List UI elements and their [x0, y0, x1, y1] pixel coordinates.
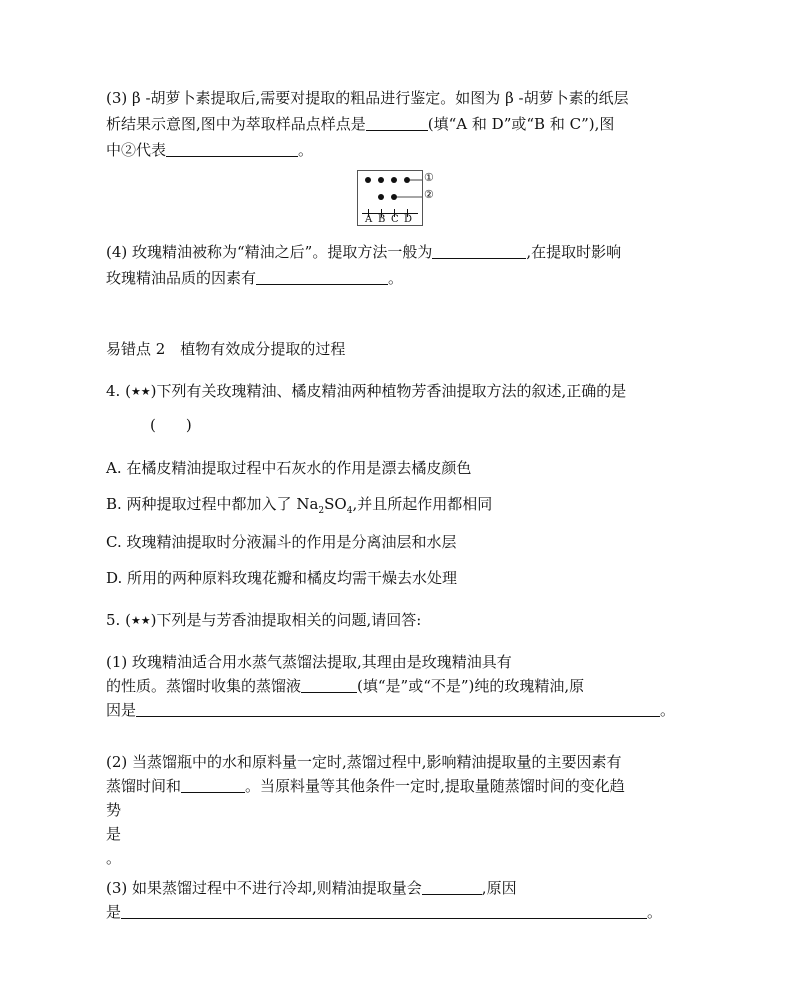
q5-p3-answer-blank-1[interactable]	[422, 878, 482, 895]
q5-p3-line1	[106, 878, 517, 898]
q3-answer-blank-2[interactable]	[166, 140, 298, 157]
q4-stem	[106, 381, 626, 402]
diagram-mark-2: ②	[424, 188, 434, 201]
q3-line3	[106, 140, 313, 160]
q5-p2-line2-text: 蒸馏时间和	[106, 777, 182, 795]
q5-p3-answer-blank-2[interactable]	[121, 902, 647, 919]
q3-answer-blank-1[interactable]	[366, 114, 428, 131]
q4part-line1-text-b: ,在提取时影响	[526, 243, 622, 261]
q5-p2-line2	[106, 776, 625, 796]
q5-p1-line2	[106, 676, 584, 696]
q4part-answer-blank-2[interactable]	[256, 268, 388, 285]
q3-line2-text-b: (填“A 和 D”或“B 和 C”),图	[427, 115, 615, 133]
q4part-line2-end: 。	[388, 269, 404, 287]
q5-p2-line2-text-b: 。当原料量等其他条件一定时,提取量随蒸馏时间的变化趋	[245, 777, 625, 795]
q5-p1-answer-blank-1[interactable]	[301, 676, 357, 693]
q4-option-b-sub: 2	[318, 506, 325, 516]
q5-stem	[106, 610, 421, 631]
q5-p2-line5: 。	[106, 849, 122, 867]
difficulty-stars-icon: ★★	[130, 385, 151, 398]
q4part-answer-blank-1[interactable]	[432, 242, 526, 259]
q3-line2	[106, 114, 614, 134]
q5-p3-line1-text: (3) 如果蒸馏过程中不进行冷却,则精油提取量会	[106, 879, 422, 897]
diagram-mark-1: ①	[424, 171, 434, 184]
q5-p3-line2	[106, 902, 662, 922]
q3-line1: (3) β -胡萝卜素提取后,需要对提取的粗品进行鉴定。如图为 β -胡萝卜素的纸层	[106, 89, 629, 107]
q4-option-b-sub2: 4	[346, 506, 353, 516]
q3-line3-end: 。	[298, 141, 314, 159]
q4-number: 4. (	[106, 382, 131, 400]
q5-p1-line1: (1) 玫瑰精油适合用水蒸气蒸馏法提取,其理由是玫瑰精油具有	[106, 653, 512, 671]
q4part-line1	[106, 242, 621, 262]
q5-number-close: )	[150, 611, 157, 629]
q5-p1-line3-end: 。	[660, 701, 676, 719]
q5-p3-line2-text: 是	[106, 903, 122, 921]
q4part-line2-text: 玫瑰精油品质的因素有	[106, 269, 257, 287]
q4-option-b-pre: B. 两种提取过程中都加入了 Na	[106, 495, 319, 513]
chromatography-diagram	[357, 170, 423, 226]
q5-stem-text: 下列是与芳香油提取相关的问题,请回答:	[156, 611, 422, 629]
q4-option-b	[106, 494, 492, 521]
q5-p1-line2-text: 的性质。蒸馏时收集的蒸馏液	[106, 677, 302, 695]
q5-p1-line2-text-b: (填“是”或“不是”)纯的玫瑰精油,原	[357, 677, 585, 695]
lane-label-a: A	[365, 214, 373, 225]
q5-p1-answer-blank-2[interactable]	[136, 700, 660, 717]
q4part-line1-text: (4) 玫瑰精油被称为“精油之后”。提取方法一般为	[106, 243, 433, 261]
q5-p1-line3-text: 因是	[106, 701, 137, 719]
q4-stem-text: 下列有关玫瑰精油、橘皮精油两种植物芳香油提取方法的叙述,正确的是	[156, 382, 627, 400]
q3-line3-text: 中②代表	[106, 141, 167, 159]
q3-line2-text: 析结果示意图,图中为萃取样品点样点是	[106, 115, 366, 133]
q4-number-close: )	[150, 382, 157, 400]
q4part-line2	[106, 268, 403, 288]
q4-option-d: D. 所用的两种原料玫瑰花瓣和橘皮均需干燥去水处理	[106, 569, 458, 587]
section-title: 易错点 2 植物有效成分提取的过程	[106, 340, 346, 358]
q5-p3-line1-text-b: ,原因	[481, 879, 517, 897]
lane-label-c: C	[391, 214, 399, 225]
q4-option-b-mid: SO	[324, 495, 347, 513]
q5-number: 5. (	[106, 611, 131, 629]
lane-label-d: D	[404, 214, 413, 225]
q5-p2-line3: 势	[106, 801, 122, 819]
q4-option-c: C. 玫瑰精油提取时分液漏斗的作用是分离油层和水层	[106, 533, 457, 551]
q5-p2-line1: (2) 当蒸馏瓶中的水和原料量一定时,蒸馏过程中,影响精油提取量的主要因素有	[106, 753, 622, 771]
q5-p2-line4: 是	[106, 825, 122, 843]
q5-p3-line2-end: 。	[647, 903, 663, 921]
q5-p2-answer-blank-1[interactable]	[181, 776, 245, 793]
difficulty-stars-icon: ★★	[130, 614, 151, 627]
q5-p1-line3	[106, 700, 675, 720]
lane-label-b: B	[378, 214, 386, 225]
q4-option-b-post: ,并且所起作用都相同	[352, 495, 493, 513]
q4-option-a: A. 在橘皮精油提取过程中石灰水的作用是漂去橘皮颜色	[106, 459, 472, 477]
q4-answer-bracket[interactable]: ( )	[150, 416, 192, 434]
